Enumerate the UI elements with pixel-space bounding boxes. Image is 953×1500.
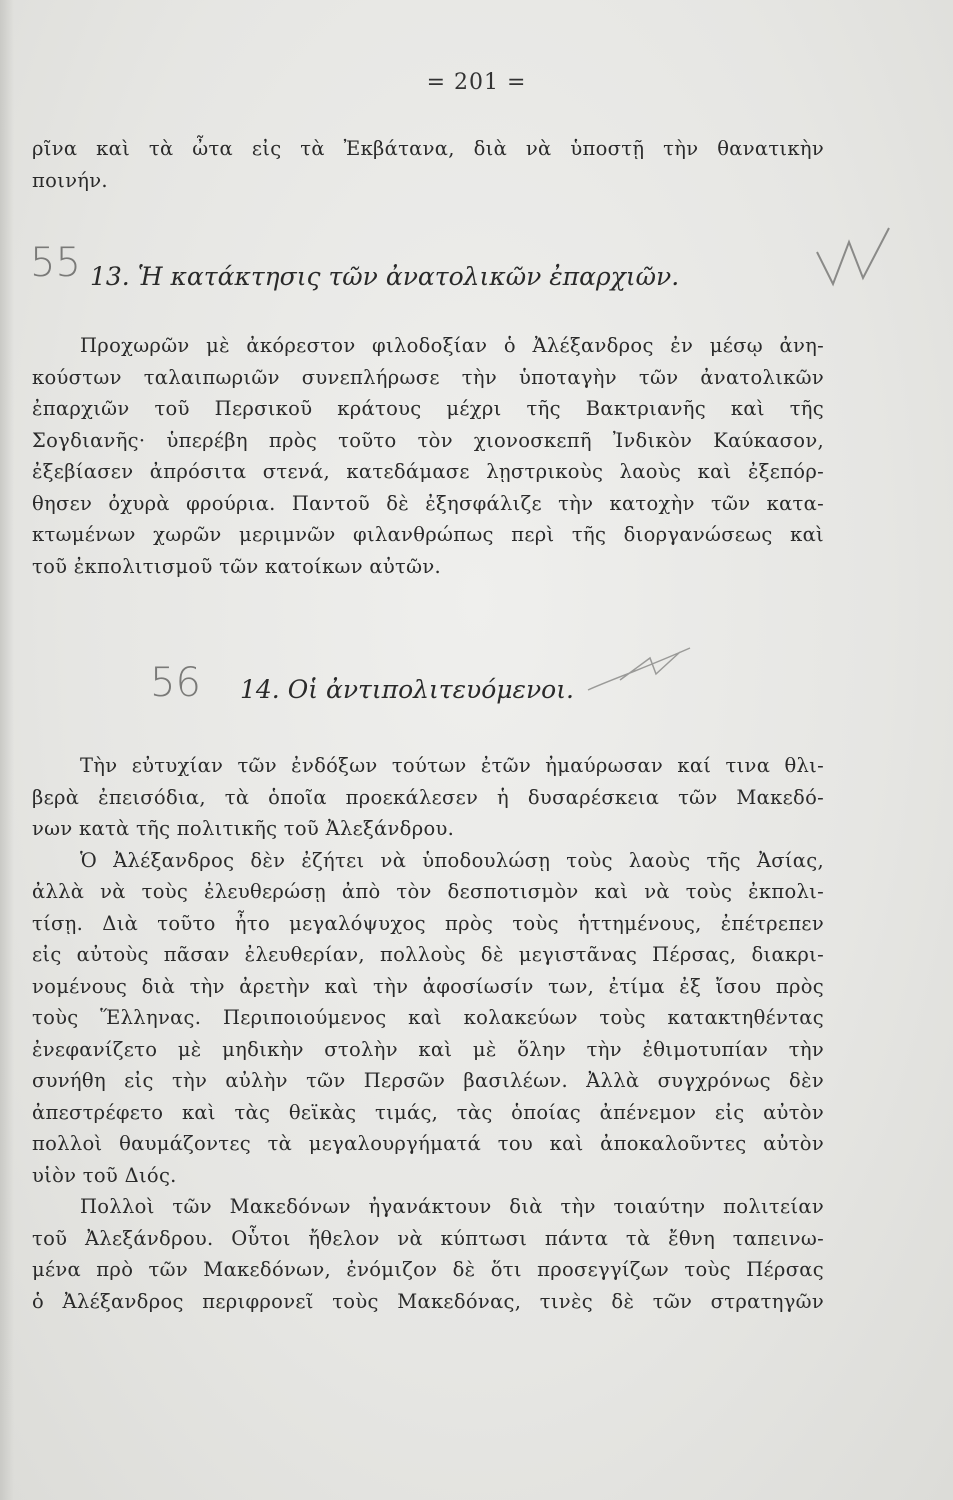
section-heading: 13. Ἡ κατάκτησις τῶν ἀνατολικῶν ἐπαρχιῶν. [90,262,680,291]
text-line: Προχωρῶν μὲ ἀκόρεστον φιλοδοξίαν ὁ Ἀλέξανδρος ἐν μέσῳ ἀνη- [80,334,824,357]
text-line: ἀπεστρέφετο καὶ τὰς θεϊκὰς τιμάς, τὰς ὁποίας ἀπένεμον εἰς αὐτὸν [32,1100,824,1124]
text-line: Ὁ Ἀλέξανδρος δὲν ἐζήτει νὰ ὑποδουλώσῃ τοὺς λαοὺς τῆς Ἀσίας, [80,848,824,872]
text-line: τίσῃ. Διὰ τοῦτο ἦτο μεγαλόψυχος πρὸς τοὺς ἡττημένους, ἐπέτρεπεν [32,911,824,935]
page-edge-shadow [0,0,14,1500]
continuation-paragraph [32,133,824,196]
text-line: μένα πρὸ τῶν Μακεδόνων, ἐνόμιζον δὲ ὅτι προσεγγίζων τοὺς Πέρσας [32,1258,824,1281]
text-line: βερὰ ἐπεισόδια, τὰ ὁποῖα προεκάλεσεν ἡ δυσαρέσκεια τῶν Μακεδό- [32,785,824,809]
text-line: ἐνεφανίζετο μὲ μηδικὴν στολὴν καὶ μὲ ὅλην τὴν ἐθιμοτυπίαν τὴν [32,1037,824,1061]
text-line: νομένους διὰ τὴν ἀρετὴν καὶ τὴν ἀφοσίωσίν των, ἐτίμα ἐξ ἴσου πρὸς [32,974,824,998]
text-line: θησεν ὀχυρὰ φρούρια. Παντοῦ δὲ ἐξησφάλιζε τὴν κατοχὴν τῶν κατα- [32,491,824,515]
text-line: Τὴν εὐτυχίαν τῶν ἐνδόξων τούτων ἐτῶν ἠμαύρωσαν καί τινα θλι- [80,754,824,777]
text-line: Πολλοὶ τῶν Μακεδόνων ἠγανάκτουν διὰ τὴν τοιαύτην πολιτείαν [80,1195,824,1218]
section-14-paragraph [32,750,824,1317]
text-line: ὁ Ἀλέξανδρος περιφρονεῖ τοὺς Μακεδόνας, τινὲς δὲ τῶν στρατηγῶν [32,1289,824,1313]
pencil-scribble-icon [580,640,700,700]
text-line: τοὺς Ἕλληνας. Περιποιούμενος καὶ κολακεύων τοὺς κατακτηθέντας [32,1006,824,1029]
pencil-mark-icon [815,222,895,292]
text-line: ἀλλὰ νὰ τοὺς ἐλευθερώσῃ ἀπὸ τὸν δεσποτισμὸν καὶ νὰ τοὺς ἐκπολι- [32,880,824,903]
page-number: = 201 = [426,70,527,95]
text-line: ποινήν. [32,168,108,192]
text-line: υἱὸν τοῦ Διός. [32,1163,177,1187]
text-line: κούστων ταλαιπωριῶν συνεπλήρωσε τὴν ὑποταγὴν τῶν ἀνατολικῶν [32,365,824,389]
text-line: συνήθη εἰς τὴν αὐλὴν τῶν Περσῶν βασιλέων. Ἀλλὰ συγχρόνως δὲν [32,1069,824,1092]
section-13-paragraph [32,330,824,582]
text-line: Σογδιανῆς· ὑπερέβη πρὸς τοῦτο τὸν χιονοσκεπῆ Ἰνδικὸν Καύκασον, [32,428,824,452]
text-line: εἰς αὐτοὺς πᾶσαν ἐλευθερίαν, πολλοὺς δὲ μεγιστᾶνας Πέρσας, διακρι- [32,943,824,966]
handwritten-margin-note: 56 [150,660,201,706]
handwritten-margin-note: 55 [30,240,81,286]
text-line: κτωμένων χωρῶν μεριμνῶν φιλανθρώπως περὶ τῆς διοργανώσεως καὶ [32,523,824,546]
text-line: νων κατὰ τῆς πολιτικῆς τοῦ Ἀλεξάνδρου. [32,817,455,840]
section-heading: 14. Οἱ ἀντιπολιτευόμενοι. [240,675,574,704]
text-line: τοῦ Ἀλεξάνδρου. Οὗτοι ἤθελον νὰ κύπτωσι πάντα τὰ ἔθνη ταπεινω- [32,1226,824,1250]
text-line: τοῦ ἐκπολιτισμοῦ τῶν κατοίκων αὐτῶν. [32,554,441,578]
text-line: πολλοὶ θαυμάζοντες τὰ μεγαλουργήματά του καὶ ἀποκαλοῦντες αὐτὸν [32,1132,824,1155]
text-line: ρῖνα καὶ τὰ ὦτα εἰς τὰ Ἐκβάτανα, διὰ νὰ ὑποστῇ τὴν θανατικὴν [32,137,824,160]
text-line: ἐπαρχιῶν τοῦ Περσικοῦ κράτους μέχρι τῆς Βακτριανῆς καὶ τῆς [32,397,824,420]
text-line: ἐξεβίασεν ἀπρόσιτα στενά, κατεδάμασε λῃστρικοὺς λαοὺς καὶ ἐξεπόρ- [32,460,824,483]
